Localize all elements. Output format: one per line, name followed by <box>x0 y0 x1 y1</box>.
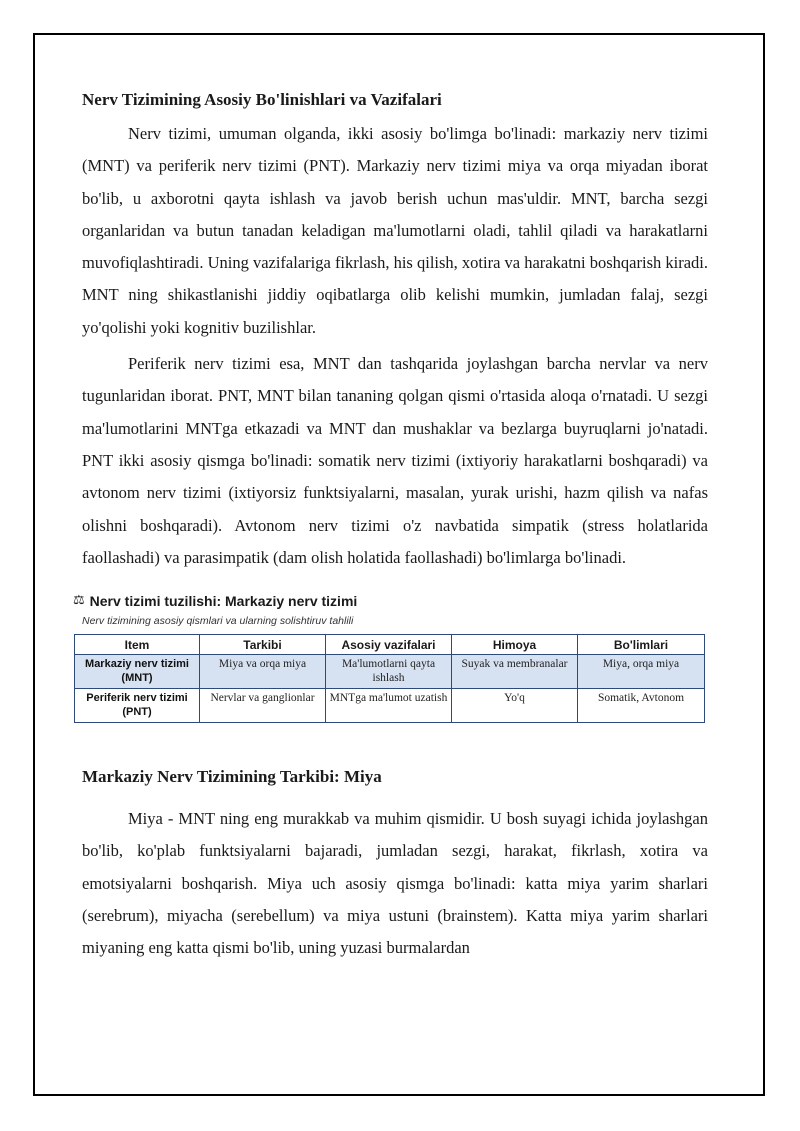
section-heading-brain: Markaziy Nerv Tizimining Tarkibi: Miya <box>82 767 382 787</box>
comparison-table <box>74 634 705 723</box>
section-heading-divisions: Nerv Tizimining Asosiy Bo'linishlari va Vazifalari <box>82 90 442 109</box>
table-cell: Suyak va membranalar <box>452 655 578 689</box>
table-row <box>75 689 705 723</box>
table-cell: Nervlar va ganglionlar <box>200 689 326 723</box>
column-header: Tarkibi <box>200 635 326 655</box>
table-cell: Miya, orqa miya <box>578 655 705 689</box>
paragraph-brain: Miya - MNT ning eng murakkab va muhim qismidir. U bosh suyagi ichida joylashgan bo'lib, ko'plab funktsiyalarni bajaradi, jumladan sezgi, harakat, fikrlash, xotira va emotsiyalarni boshqarish. Miya uch asosiy qismga bo'linadi: katta miya yarim sharlari (serebrum), miyacha (serebellum) va miya ustuni (brainstem). Katta miya yarim sharlari miyaning eng katta qismi bo'lib, uning yuzasi burmalardan <box>82 809 708 958</box>
nervous-system-table-block <box>73 592 708 723</box>
paragraph-cns: Nerv tizimi, umuman olganda, ikki asosiy bo'limga bo'linadi: markaziy nerv tizimi (MNT) va periferik nerv tizimi (PNT). Markaziy nerv tizimi miya va orqa miyadan iborat bo'lib, u axborotni qayta ishlash va javob berish uchun mas'uldir. MNT, barcha sezgi organlaridan va butun tanadan keladigan ma'lumotlarni oladi, tahlil qiladi va harakatlarni muvofiqlashtiradi. Uning vazifalariga fikrlash, his qilish, xotira va harakatni boshqarish kiradi. MNT ning shikastlanishi jiddiy oqibatlarga olib kelishi mumkin, jumladan falaj, sezgi yo'qolishi yoki kognitiv buzilishlar. <box>82 124 708 337</box>
column-header: Himoya <box>452 635 578 655</box>
table-subtitle: Nerv tizimining asosiy qismlari va ularning solishtiruv tahlili <box>82 615 354 628</box>
table-cell: Yo'q <box>452 689 578 723</box>
table-row <box>75 655 705 689</box>
table-cell: Ma'lumotlarni qayta ishlash <box>326 655 452 689</box>
row-header-cell: Markaziy nerv tizimi (MNT) <box>75 655 200 689</box>
column-header: Asosiy vazifalari <box>326 635 452 655</box>
table-cell: Somatik, Avtonom <box>578 689 705 723</box>
column-header: Bo'limlari <box>578 635 705 655</box>
column-header: Item <box>75 635 200 655</box>
table-header-row <box>75 635 705 655</box>
row-header-cell: Periferik nerv tizimi (PNT) <box>75 689 200 723</box>
table-cell: Miya va orqa miya <box>200 655 326 689</box>
table-cell: MNTga ma'lumot uzatish <box>326 689 452 723</box>
scale-icon: ⚖ <box>73 593 85 609</box>
document-content <box>73 52 708 965</box>
table-title <box>73 592 708 610</box>
paragraph-pns: Periferik nerv tizimi esa, MNT dan tashqarida joylashgan barcha nervlar va nerv tugunlaridan iborat. PNT, MNT bilan tananing qolgan qismi o'rtasida aloqa o'rnatadi. U sezgi ma'lumotlarini MNTga etkazadi va MNT dan mushaklar va bezlarga buyruqlarni jo'natadi. PNT ikki asosiy qismga bo'linadi: somatik nerv tizimi (ixtiyoriy harakatlarni boshqaradi) va avtonom nerv tizimi (ixtiyorsiz funktsiyalarni, masalan, yurak urishi, hazm qilish va nafas olishni boshqaradi). Avtonom nerv tizimi o'z navbatida simpatik (stress holatlarida faollashadi) va parasimpatik (dam olish holatida faollashadi) bo'limlarga bo'linadi. <box>82 354 708 567</box>
table-title-text: Nerv tizimi tuzilishi: Markaziy nerv tizimi <box>89 593 358 610</box>
